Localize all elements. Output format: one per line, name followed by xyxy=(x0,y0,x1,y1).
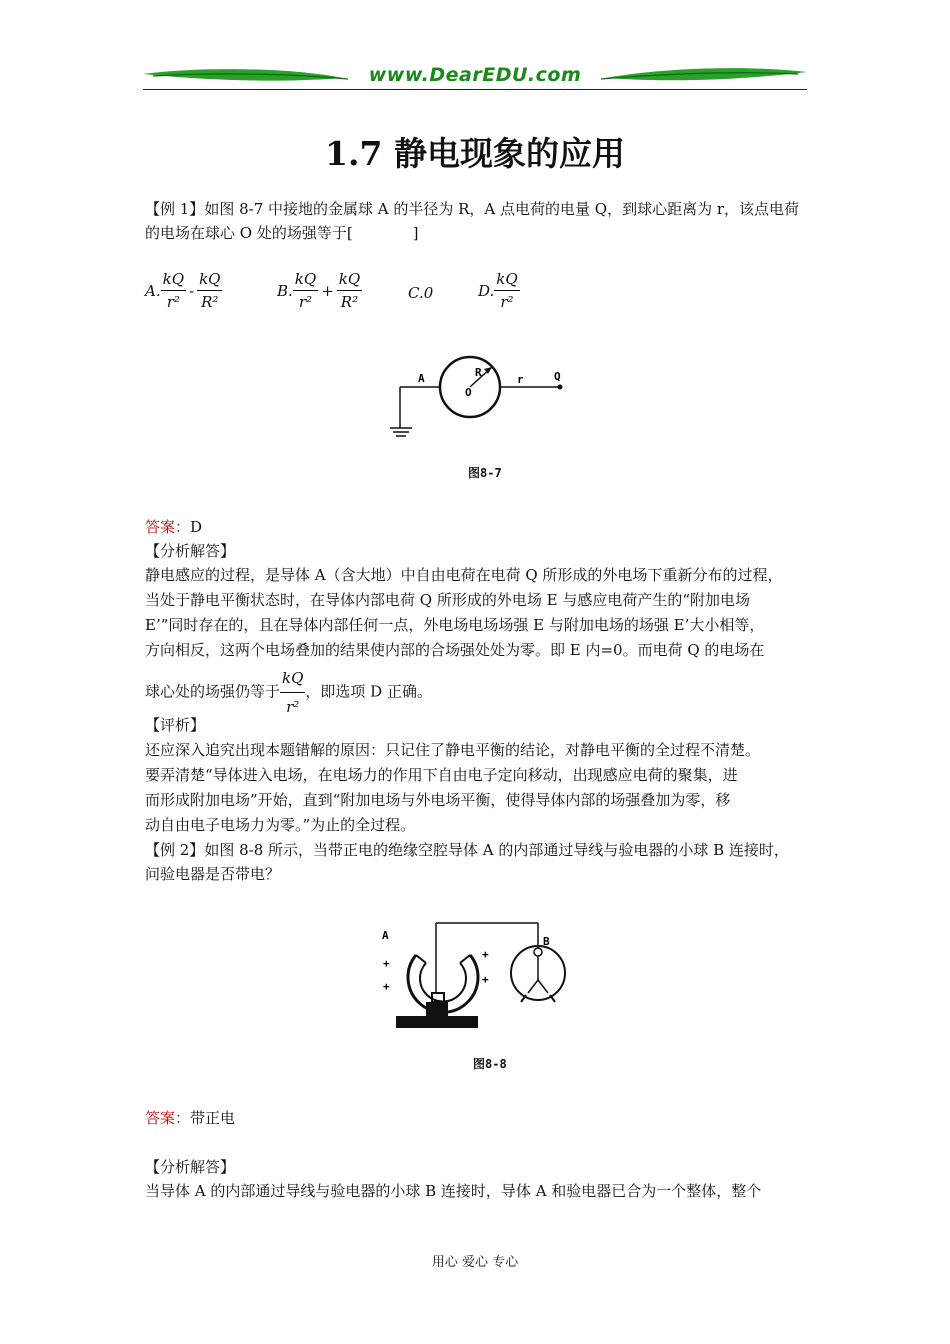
fig88-plus: + xyxy=(383,957,390,970)
fig88-label-a: A xyxy=(382,929,389,942)
option-c: C.0 xyxy=(408,284,434,302)
example2-answer: 答案：带正电 xyxy=(145,1109,236,1127)
example1-analysis-heading: 【分析解答】 xyxy=(145,542,236,560)
example1-answer: 答案：D xyxy=(145,518,203,536)
site-name: www.DearEDU.com xyxy=(368,64,582,86)
header-banner xyxy=(143,62,807,94)
comment-line: 而形成附加电场”开始，直到“附加电场与外电场平衡，使得导体内部的场强叠加为零，移 xyxy=(145,791,731,809)
fig88-plus: + xyxy=(383,980,390,993)
example1-options xyxy=(145,270,645,320)
fig88-plus: + xyxy=(482,973,489,986)
example1-question-line2: 的电场在球心 O 处的场强等于[ ] xyxy=(145,224,419,242)
fig87-label-r: r xyxy=(517,373,524,386)
fig87-label-Q: Q xyxy=(554,370,561,383)
figure-8-8 xyxy=(378,915,578,1035)
figure-8-8-caption: 图8-8 xyxy=(473,1057,507,1071)
example2-question-line1: 【例 2】如图 8-8 所示，当带正电的绝缘空腔导体 A 的内部通过导线与验电器的小球 B 连接时， xyxy=(145,841,789,859)
example2-question-line2: 问验电器是否带电？ xyxy=(145,865,281,883)
fig88-plus: + xyxy=(482,948,489,961)
analysis-line: 当处于静电平衡状态时，在导体内部电荷 Q 所形成的外电场 E 与感应电荷产生的“附加电场 xyxy=(145,591,750,609)
example1-tag: 【例 1】 xyxy=(145,200,205,218)
figure-8-7 xyxy=(385,350,585,445)
example2-analysis-heading: 【分析解答】 xyxy=(145,1158,236,1176)
fig87-label-O: O xyxy=(465,386,472,399)
option-a: A. $\frac{kQ}{\text{r²}}$ - $\frac{kQ}{\text{R²}}$ xyxy=(145,270,221,311)
analysis-line: 静电感应的过程，是导体 A（含大地）中自由电荷在电荷 Q 所形成的外电场下重新分布的过程， xyxy=(145,566,783,584)
fig88-label-b: B xyxy=(543,935,550,948)
fig87-label-a: A xyxy=(418,372,425,385)
analysis-line: 方向相反，这两个电场叠加的结果使内部的合场强处处为零。即 E 内=0。而电荷 Q 的电场在 xyxy=(145,641,765,659)
example2-analysis-line: 当导体 A 的内部通过导线与验电器的小球 B 连接时，导体 A 和验电器已合为一个整体，整个 xyxy=(145,1182,762,1200)
example1-question-line1: 【例 1】如图 8-7 中接地的金属球 A 的半径为 R，A 点电荷的电量 Q，到球心距离为 r，该点电荷 xyxy=(145,200,800,218)
fig87-label-R: R xyxy=(475,366,482,379)
comment-line: 还应深入追究出现本题错解的原因：只记住了静电平衡的结论，对静电平衡的全过程不清楚。 xyxy=(145,741,761,759)
header-rule xyxy=(143,89,807,90)
example2-tag: 【例 2】 xyxy=(145,841,205,859)
page-footer: 用心 爱心 专心 xyxy=(431,1255,519,1270)
option-b: B. $\frac{kQ}{\text{r²}}$ + $\frac{kQ}{\text{R²}}$ xyxy=(277,270,361,311)
analysis-line: E’”同时存在的，且在导体内部任何一点，外电场电场场强 E 与附加电场的场强 E’大小相等， xyxy=(145,616,765,634)
option-d: D. $\frac{kQ}{\text{r²}}$ xyxy=(478,270,518,311)
analysis-last-line: 球心处的场强仍等于 $\frac{kQ}{\text{r²}}$ ，即选项 D 正确。 xyxy=(145,666,815,719)
comment-line: 动自由电子电场力为零。”为止的全过程。 xyxy=(145,816,416,834)
figure-8-7-caption: 图8-7 xyxy=(468,466,502,480)
page-title: 1.7 静电现象的应用 xyxy=(325,134,625,173)
example1-comment-heading: 【评析】 xyxy=(145,716,206,734)
comment-line: 要弄清楚“导体进入电场，在电场力的作用下自由电子定向移动，出现感应电荷的聚集，进 xyxy=(145,766,738,784)
